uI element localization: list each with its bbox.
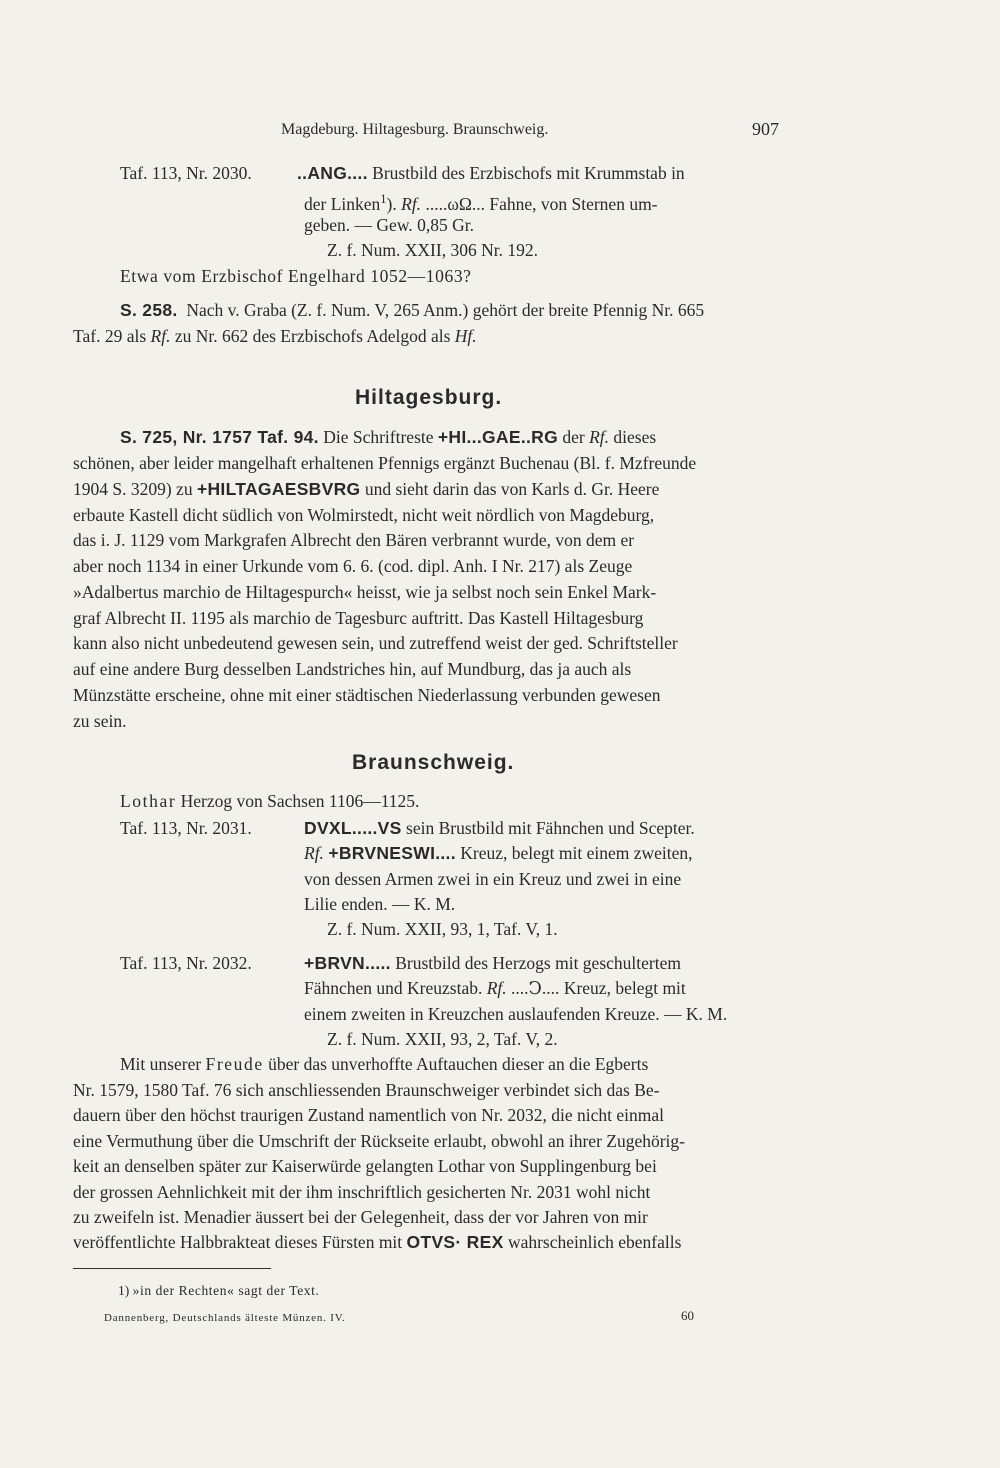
entry-2031-line1 xyxy=(304,815,695,841)
coin-legend: +BRVN..... xyxy=(304,953,391,973)
section-heading-hiltagesburg: Hiltagesburg. xyxy=(355,386,503,409)
description-text: der xyxy=(562,427,585,447)
page-number: 907 xyxy=(752,119,779,139)
entry-2031-line4: Lilie enden. — K. M. xyxy=(304,894,456,914)
para-line6: der grossen Aehnlichkeit mit der ihm inschriftlich gesicherten Nr. 2031 wohl nicht xyxy=(73,1182,651,1202)
section-reference: S. 725, Nr. 1757 Taf. 94. xyxy=(120,427,319,447)
entry-2031-line2 xyxy=(304,840,693,866)
entry-2032-line2 xyxy=(304,975,686,1001)
description-text: Brustbild des Herzogs mit geschultertem xyxy=(395,953,681,973)
hilt-line4: erbaute Kastell dicht südlich von Wolmirstedt, nicht weit nördlich von Magdeburg, xyxy=(73,505,655,525)
para-line7: zu zweifeln ist. Menadier äussert bei der Gelegenheit, dass der vor Jahren von mir xyxy=(73,1207,648,1227)
para-line2: Nr. 1579, 1580 Taf. 76 sich anschliessenden Braunschweiger verbindet sich das Be- xyxy=(73,1080,660,1100)
coin-legend: +HI...GAE..RG xyxy=(437,427,558,447)
description-text: der Linken xyxy=(304,193,381,214)
description-text: Fähnchen und Kreuzstab. xyxy=(304,978,483,998)
reverse-abbrev: Rf. xyxy=(486,978,507,998)
hilt-line10: auf eine andere Burg desselben Landstriches hin, auf Mundburg, das ja auch als xyxy=(73,659,632,679)
para-line8 xyxy=(73,1229,681,1255)
ruler-line xyxy=(120,788,419,814)
footer-sheet-number: 60 xyxy=(681,1308,694,1323)
hilt-line9: kann also nicht unbedeutend gewesen sein, und zutreffend weist der ged. Schriftsteller xyxy=(73,633,678,653)
hilt-line1 xyxy=(120,424,656,450)
description-text: Die Schriftreste xyxy=(323,427,434,447)
description-text: wahrscheinlich ebenfalls xyxy=(507,1232,682,1252)
plate-reference-2032: Taf. 113, Nr. 2032. xyxy=(120,953,252,973)
footnote xyxy=(118,1283,319,1299)
entry-2030-ref: Z. f. Num. XXII, 306 Nr. 192. xyxy=(327,240,538,260)
entry-2031-line3: von dessen Armen zwei in ein Kreuz und zwei in eine xyxy=(304,869,682,889)
hilt-line7: »Adalbertus marchio de Hiltagespurch« heisst, wie ja selbst noch sein Enkel Mark- xyxy=(73,582,657,602)
hilt-line2: schönen, aber leider mangelhaft erhaltenen Pfennigs ergänzt Buchenau (Bl. f. Mzfreunde xyxy=(73,453,697,473)
entry-2032-ref: Z. f. Num. XXII, 93, 2, Taf. V, 2. xyxy=(327,1029,558,1049)
footnote-text: »in der Rechten« sagt der Text. xyxy=(132,1283,320,1298)
description-text: und sieht darin das von Karls d. Gr. Heere xyxy=(364,479,660,499)
plate-reference-2030: Taf. 113, Nr. 2030. xyxy=(120,163,252,183)
hilt-line3 xyxy=(73,476,659,502)
entry-2032-line1 xyxy=(304,950,681,976)
reverse-abbrev: Rf. xyxy=(150,326,171,346)
emphasized-word: Freude xyxy=(205,1054,264,1074)
description-text: dieses xyxy=(613,427,657,447)
hilt-line5: das i. J. 1129 vom Markgrafen Albrecht den Bären verbrannt wurde, von dem er xyxy=(73,530,635,550)
para-line4: eine Vermuthung über die Umschrift der Rückseite erlaubt, obwohl an ihrer Zugehörig- xyxy=(73,1131,685,1151)
attribution-line: Etwa vom Erzbischof Engelhard 1052—1063? xyxy=(120,266,472,286)
description-text: Fahne, von Sternen um- xyxy=(489,193,658,214)
description-text: Mit unserer xyxy=(120,1054,202,1074)
ruler-name: Lothar xyxy=(120,791,177,811)
reverse-abbrev: Rf. xyxy=(401,193,422,214)
hilt-line12: zu sein. xyxy=(73,711,127,731)
reverse-abbrev: Rf. xyxy=(304,843,324,863)
description-text: Taf. 29 als xyxy=(73,326,147,346)
running-title: Magdeburg. Hiltagesburg. Braunschweig. xyxy=(281,121,549,138)
coin-legend: ..ANG.... xyxy=(297,163,368,183)
entry-2032-line3: einem zweiten in Kreuzchen auslaufenden Kreuze. — K. M. xyxy=(304,1004,728,1024)
para-line3: dauern über den höchst traurigen Zustand namentlich von Nr. 2032, die nicht einmal xyxy=(73,1105,664,1125)
obverse-abbrev: Hf. xyxy=(454,326,477,346)
description-text: Herzog von Sachsen 1106—1125. xyxy=(180,791,420,811)
reverse-abbrev: Rf. xyxy=(589,427,610,447)
description-text: Kreuz, belegt mit einem zweiten, xyxy=(460,843,693,863)
coin-legend: ....Ↄ.... xyxy=(511,978,560,998)
description-text: Brustbild des Erzbischofs mit Krummstab in xyxy=(372,163,685,183)
coin-legend: +BRVNESWI.... xyxy=(328,843,456,863)
footnote-divider xyxy=(73,1268,271,1269)
entry-2031-ref: Z. f. Num. XXII, 93, 1, Taf. V, 1. xyxy=(327,919,558,939)
coin-legend: OTVS· REX xyxy=(406,1232,504,1252)
hilt-line11: Münzstätte erscheine, ohne mit einer städtischen Niederlassung verbunden gewesen xyxy=(73,685,661,705)
description-text: zu Nr. 662 des Erzbischofs Adelgod als xyxy=(174,326,451,346)
footnote-mark: 1) xyxy=(118,1283,130,1298)
s258-line2 xyxy=(73,323,477,349)
description-text: über das unverhoffte Auftauchen dieser an die Egberts xyxy=(268,1054,649,1074)
coin-legend: .....ωΩ... xyxy=(425,193,485,214)
coin-legend: DVXL.....VS xyxy=(304,818,402,838)
footer-book-title: Dannenberg, Deutschlands älteste Münzen. IV. xyxy=(104,1312,346,1324)
description-text: Nach v. Graba (Z. f. Num. V, 265 Anm.) gehört der breite Pfennig Nr. 665 xyxy=(186,300,705,320)
hilt-line6: aber noch 1134 in einer Urkunde vom 6. 6. (cod. dipl. Anh. I Nr. 217) als Zeuge xyxy=(73,556,633,576)
plate-reference-2031: Taf. 113, Nr. 2031. xyxy=(120,818,252,838)
para-line1 xyxy=(120,1051,648,1077)
description-text: Kreuz, belegt mit xyxy=(563,978,686,998)
description-text: veröffentlichte Halbbrakteat dieses Fürsten mit xyxy=(73,1232,403,1252)
entry-2030-line3: geben. — Gew. 0,85 Gr. xyxy=(304,215,474,235)
description-text: 1904 S. 3209) zu xyxy=(73,479,193,499)
para-line5: keit an denselben später zur Kaiserwürde gelangten Lothar von Supplingenburg bei xyxy=(73,1156,657,1176)
footnote-mark: 1 xyxy=(380,192,387,206)
section-heading-braunschweig: Braunschweig. xyxy=(352,751,515,774)
hilt-line8: graf Albrecht II. 1195 als marchio de Tagesburc auftritt. Das Kastell Hiltagesburg xyxy=(73,608,644,628)
coin-legend: +HILTAGAESBVRG xyxy=(196,479,361,499)
entry-2030-line1 xyxy=(297,160,685,186)
s258-line1 xyxy=(120,297,704,323)
description-text: sein Brustbild mit Fähnchen und Scepter. xyxy=(406,818,695,838)
description-text: ). xyxy=(386,193,397,214)
section-reference: S. 258. xyxy=(120,300,178,320)
